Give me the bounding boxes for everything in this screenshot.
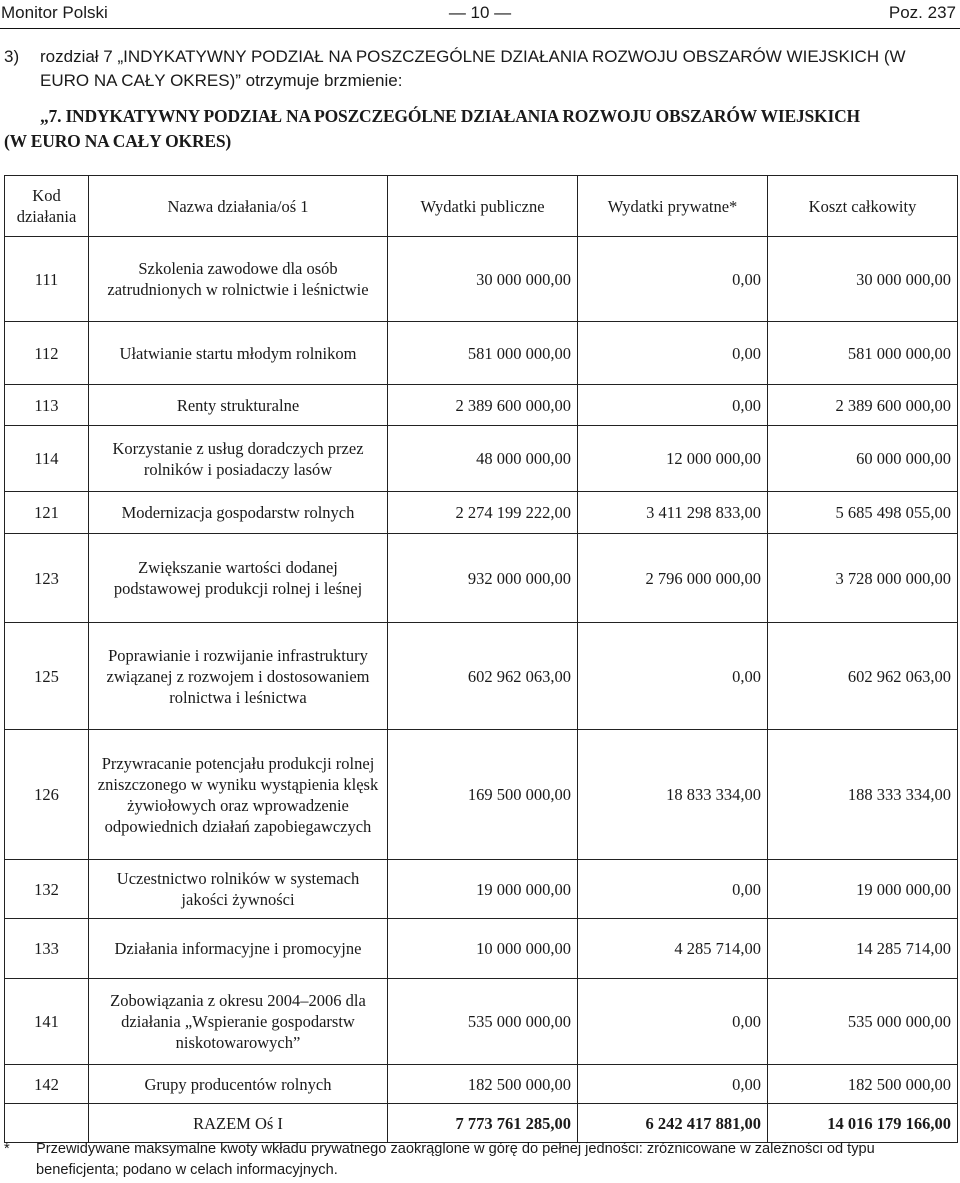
cell-code: 141: [5, 979, 89, 1065]
cell-public: 2 389 600 000,00: [388, 385, 578, 426]
cell-total: 30 000 000,00: [768, 237, 958, 322]
footnote-mark: *: [4, 1141, 10, 1157]
cell-code: 125: [5, 623, 89, 730]
table-row: [5, 534, 958, 623]
column-header-private: Wydatki prywatne*: [578, 176, 768, 237]
cell-name: Uczestnictwo rolników w systemach jakości żywności: [89, 860, 388, 919]
cell-public: 10 000 000,00: [388, 919, 578, 979]
intro-paragraph: [4, 45, 954, 93]
cell-public: 19 000 000,00: [388, 860, 578, 919]
cell-public: 169 500 000,00: [388, 730, 578, 860]
cell-total: 3 728 000 000,00: [768, 534, 958, 623]
table-row: [5, 860, 958, 919]
table-row: [5, 426, 958, 492]
total-row: [5, 1104, 958, 1143]
cell-public: 535 000 000,00: [388, 979, 578, 1065]
cell-private: 0,00: [578, 237, 768, 322]
cell-private: 0,00: [578, 623, 768, 730]
table-row: [5, 919, 958, 979]
cell-name: Działania informacyjne i promocyjne: [89, 919, 388, 979]
cell-name: Zobowiązania z okresu 2004–2006 dla działania „Wspieranie gospodarstw niskotowarowych”: [89, 979, 388, 1065]
cell-public: 48 000 000,00: [388, 426, 578, 492]
column-header-total: Koszt całkowity: [768, 176, 958, 237]
cell-name: Zwiększanie wartości dodanej podstawowej produkcji rolnej i leśnej: [89, 534, 388, 623]
column-header-public: Wydatki publiczne: [388, 176, 578, 237]
table-row: [5, 385, 958, 426]
intro-text: rozdział 7 „INDYKATYWNY PODZIAŁ NA POSZCZEGÓLNE DZIAŁANIA ROZWOJU OBSZARÓW WIEJSKICH (W EURO NA CAŁY OKRES)” otrzymuje brzmienie:: [40, 47, 906, 90]
cell-total: 535 000 000,00: [768, 979, 958, 1065]
column-header-code: Kod działania: [5, 176, 89, 237]
cell-code: 123: [5, 534, 89, 623]
cell-public: 30 000 000,00: [388, 237, 578, 322]
cell-code: 113: [5, 385, 89, 426]
cell-code-empty: [5, 1104, 89, 1143]
page-header: [0, 0, 960, 29]
total-label: RAZEM Oś I: [89, 1104, 388, 1143]
page-number: — 10 —: [448, 3, 512, 22]
section-heading-line2: (W EURO NA CAŁY OKRES): [4, 131, 232, 151]
cell-code: 111: [5, 237, 89, 322]
cell-private: 0,00: [578, 322, 768, 385]
cell-total: 2 389 600 000,00: [768, 385, 958, 426]
cell-name: Ułatwianie startu młodym rolnikom: [89, 322, 388, 385]
cell-total: 581 000 000,00: [768, 322, 958, 385]
cell-code: 132: [5, 860, 89, 919]
cell-public: 581 000 000,00: [388, 322, 578, 385]
cell-public: 602 962 063,00: [388, 623, 578, 730]
cell-code: 114: [5, 426, 89, 492]
total-private: 6 242 417 881,00: [578, 1104, 768, 1143]
column-header-name: Nazwa działania/oś 1: [89, 176, 388, 237]
table-row: [5, 322, 958, 385]
cell-code: 126: [5, 730, 89, 860]
cell-private: 18 833 334,00: [578, 730, 768, 860]
cell-private: 3 411 298 833,00: [578, 492, 768, 534]
total-public: 7 773 761 285,00: [388, 1104, 578, 1143]
section-heading-line1: „7. INDYKATYWNY PODZIAŁ NA POSZCZEGÓLNE DZIAŁANIA ROZWOJU OBSZARÓW WIEJSKICH: [40, 106, 860, 126]
cell-code: 142: [5, 1065, 89, 1104]
cell-public: 932 000 000,00: [388, 534, 578, 623]
footnote-text: Przewidywane maksymalne kwoty wkładu prywatnego zaokrąglone w górę do pełnej jedności: zróżnicowane w zależności od typu beneficjenta; podano w celach informacyjnych.: [36, 1141, 875, 1178]
cell-total: 19 000 000,00: [768, 860, 958, 919]
cell-public: 2 274 199 222,00: [388, 492, 578, 534]
table-row: [5, 492, 958, 534]
table-header-row: [5, 176, 958, 237]
allocation-table: [4, 175, 958, 1143]
cell-total: 14 285 714,00: [768, 919, 958, 979]
intro-number: 3): [4, 47, 20, 66]
cell-private: 2 796 000 000,00: [578, 534, 768, 623]
cell-private: 4 285 714,00: [578, 919, 768, 979]
cell-private: 12 000 000,00: [578, 426, 768, 492]
cell-code: 121: [5, 492, 89, 534]
table-row: [5, 979, 958, 1065]
cell-private: 0,00: [578, 385, 768, 426]
total-total: 14 016 179 166,00: [768, 1104, 958, 1143]
cell-total: 60 000 000,00: [768, 426, 958, 492]
cell-name: Przywracanie potencjału produkcji rolnej zniszczonego w wyniku wystąpienia klęsk żywiołowych oraz wprowadzenie odpowiednich działań zapobiegawczych: [89, 730, 388, 860]
cell-total: 182 500 000,00: [768, 1065, 958, 1104]
position-number: Poz. 237: [888, 3, 956, 22]
cell-name: Korzystanie z usług doradczych przez rolników i posiadaczy lasów: [89, 426, 388, 492]
footnote: [4, 1139, 958, 1181]
cell-name: Szkolenia zawodowe dla osób zatrudnionych w rolnictwie i leśnictwie: [89, 237, 388, 322]
section-heading: [4, 104, 954, 154]
publication-title: Monitor Polski: [1, 3, 108, 22]
cell-name: Poprawianie i rozwijanie infrastruktury związanej z rozwojem i dostosowaniem rolnictwa i leśnictwa: [89, 623, 388, 730]
table-row: [5, 237, 958, 322]
cell-total: 602 962 063,00: [768, 623, 958, 730]
cell-private: 0,00: [578, 979, 768, 1065]
cell-total: 188 333 334,00: [768, 730, 958, 860]
table-row: [5, 1065, 958, 1104]
table-row: [5, 623, 958, 730]
cell-public: 182 500 000,00: [388, 1065, 578, 1104]
cell-name: Renty strukturalne: [89, 385, 388, 426]
cell-private: 0,00: [578, 860, 768, 919]
table-row: [5, 730, 958, 860]
cell-code: 133: [5, 919, 89, 979]
cell-name: Grupy producentów rolnych: [89, 1065, 388, 1104]
cell-name: Modernizacja gospodarstw rolnych: [89, 492, 388, 534]
cell-total: 5 685 498 055,00: [768, 492, 958, 534]
cell-private: 0,00: [578, 1065, 768, 1104]
cell-code: 112: [5, 322, 89, 385]
